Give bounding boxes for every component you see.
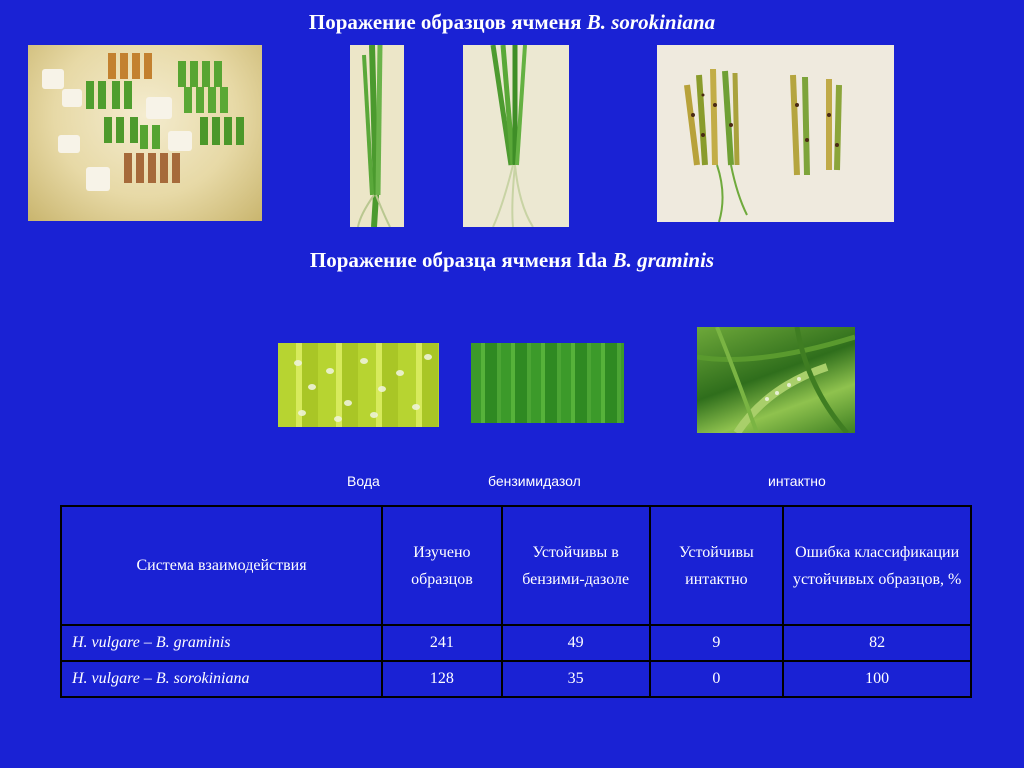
header-resistant-benzimidazole: Устойчивы в бензими-дазоле	[502, 506, 650, 625]
cell-system: H. vulgare – B. graminis	[61, 625, 382, 661]
photo-leaf-water	[278, 343, 439, 427]
mildew-spots-drawing	[278, 343, 439, 427]
photo-infected-leaves	[657, 45, 894, 222]
photo-leaf-segments-plate	[28, 45, 262, 221]
caption-intact: интактно	[768, 473, 826, 489]
photo-leaf-benzimidazole	[471, 343, 624, 423]
cell-studied: 128	[382, 661, 502, 697]
title-text: Поражение образцов ячменя	[308, 10, 587, 34]
cell-resistant-benzimidazole: 35	[502, 661, 650, 697]
title-text: Поражение образца ячменя Ida	[309, 248, 613, 272]
leaf-segments-drawing	[28, 45, 262, 221]
cell-classification-error: 82	[783, 625, 971, 661]
title-species: B. graminis	[612, 248, 715, 272]
slide-title-graminis	[0, 248, 1024, 273]
caption-water: Вода	[347, 473, 380, 489]
cell-resistant-intact: 0	[650, 661, 784, 697]
grass-drawing	[697, 327, 855, 433]
table-row	[61, 661, 971, 697]
cell-classification-error: 100	[783, 661, 971, 697]
photo-seedling-1	[350, 45, 404, 227]
caption-benzimidazole: бензимидазол	[488, 473, 581, 489]
cell-system: H. vulgare – B. sorokiniana	[61, 661, 382, 697]
slide-title-sorokiniana	[0, 10, 1024, 35]
table-row	[61, 625, 971, 661]
cell-studied: 241	[382, 625, 502, 661]
header-system: Система взаимодействия	[61, 506, 382, 625]
photo-plants-intact	[697, 327, 855, 433]
title-species: B. sorokiniana	[586, 10, 716, 34]
header-classification-error: Ошибка классификации устойчивых образцов, %	[783, 506, 971, 625]
cell-resistant-intact: 9	[650, 625, 784, 661]
seedling-drawing	[350, 45, 404, 227]
header-resistant-intact: Устойчивы интактно	[650, 506, 784, 625]
table-header-row	[61, 506, 971, 625]
header-studied: Изучено образцов	[382, 506, 502, 625]
results-table	[60, 505, 972, 698]
photo-seedling-2	[463, 45, 569, 227]
seedling-drawing	[463, 45, 569, 227]
cell-resistant-benzimidazole: 49	[502, 625, 650, 661]
infected-leaves-drawing	[657, 45, 894, 222]
